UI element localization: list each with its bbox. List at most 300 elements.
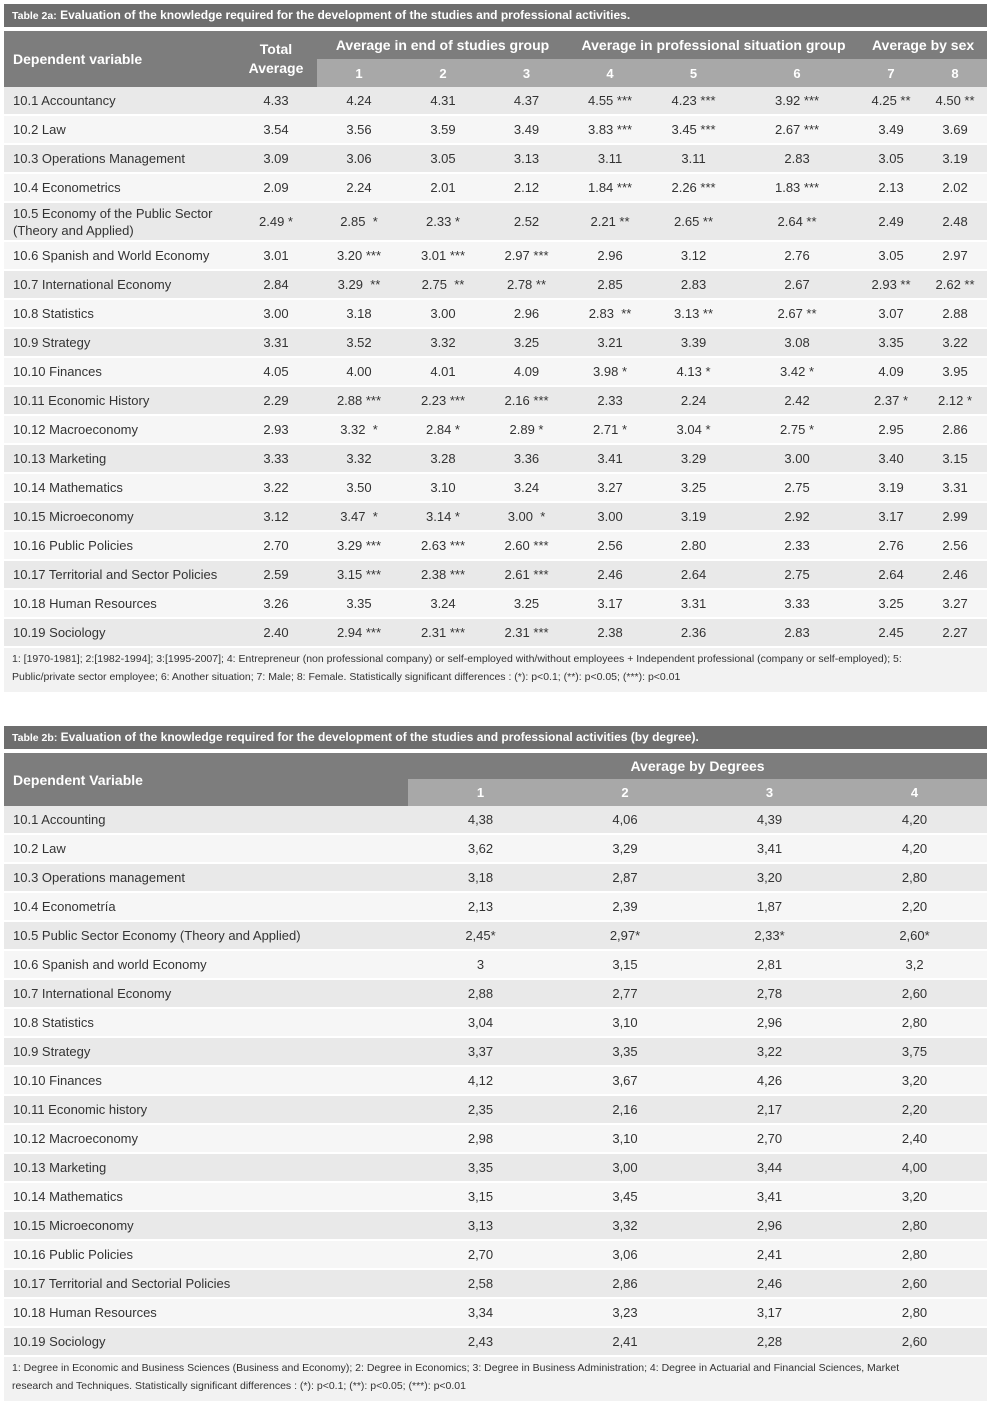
value-cell: 3,20 <box>697 864 842 893</box>
value-cell: 3.92 *** <box>735 87 859 116</box>
table-2b-caption-text: Evaluation of the knowledge required for the development of the studies and professional activities (by degree). <box>60 730 699 744</box>
value-cell: 2.76 <box>735 242 859 271</box>
value-cell: 2,77 <box>553 980 697 1009</box>
value-cell: 3.95 <box>923 358 987 387</box>
value-cell: 4,00 <box>842 1154 987 1183</box>
value-cell: 3.29 *** <box>317 532 401 561</box>
value-cell: 2.83 <box>652 271 735 300</box>
value-cell: 2.76 <box>859 532 923 561</box>
value-cell: 3.83 *** <box>568 116 652 145</box>
value-cell: 3 <box>408 951 553 980</box>
table-row <box>4 1125 987 1154</box>
total-average-cell: 2.93 <box>235 416 317 445</box>
column-header: 2 <box>401 59 485 87</box>
value-cell: 3.35 <box>317 590 401 619</box>
value-cell: 3.18 <box>317 300 401 329</box>
table-row <box>4 1241 987 1270</box>
table-row <box>4 619 987 648</box>
value-cell: 2.85 <box>568 271 652 300</box>
row-label: 10.16 Public Policies <box>4 532 235 561</box>
row-label: 10.2 Law <box>4 835 408 864</box>
value-cell: 3.42 * <box>735 358 859 387</box>
value-cell: 2,28 <box>697 1328 842 1357</box>
value-cell: 2,80 <box>842 864 987 893</box>
value-cell: 2.13 <box>859 174 923 203</box>
value-cell: 3,37 <box>408 1038 553 1067</box>
value-cell: 3,15 <box>408 1183 553 1212</box>
value-cell: 2,96 <box>697 1212 842 1241</box>
row-label: 10.6 Spanish and world Economy <box>4 951 408 980</box>
row-label: 10.18 Human Resources <box>4 1299 408 1328</box>
value-cell: 3.39 <box>652 329 735 358</box>
value-cell: 3.50 <box>317 474 401 503</box>
row-label: 10.7 International Economy <box>4 980 408 1009</box>
footnote-line: 1: Degree in Economic and Business Sciences (Business and Economy); 2: Degree in Economics; 3: Degree in Business Administration; 4: Degree in Actuarial and Financial Sciences, Market <box>12 1362 900 1374</box>
value-cell: 3.31 <box>652 590 735 619</box>
table-row <box>4 1212 987 1241</box>
row-label-line: 10.5 Economy of the Public Sector <box>13 205 213 221</box>
value-cell: 2.67 ** <box>735 300 859 329</box>
value-cell: 2.26 *** <box>652 174 735 203</box>
value-cell: 4.31 <box>401 87 485 116</box>
row-label: 10.13 Marketing <box>4 445 235 474</box>
value-cell: 3.00 <box>735 445 859 474</box>
table-row <box>4 1154 987 1183</box>
value-cell: 2.83 <box>735 619 859 648</box>
value-cell: 3,62 <box>408 835 553 864</box>
value-cell: 2,20 <box>842 1096 987 1125</box>
value-cell: 4,38 <box>408 806 553 835</box>
value-cell: 3.00 * <box>485 503 568 532</box>
row-label: 10.14 Mathematics <box>4 474 235 503</box>
row-label: 10.19 Sociology <box>4 619 235 648</box>
value-cell: 3,45 <box>553 1183 697 1212</box>
table-row <box>4 1067 987 1096</box>
value-cell: 2.31 *** <box>401 619 485 648</box>
sex-group-header: Average by sex <box>859 31 987 59</box>
row-label: 10.1 Accountancy <box>4 87 235 116</box>
value-cell: 2,70 <box>697 1125 842 1154</box>
row-label: 10.7 International Economy <box>4 271 235 300</box>
total-average-cell: 2.49 * <box>235 203 317 242</box>
value-cell: 2.23 *** <box>401 387 485 416</box>
value-cell: 3.05 <box>401 145 485 174</box>
value-cell: 2.12 <box>485 174 568 203</box>
total-average-cell: 2.59 <box>235 561 317 590</box>
total-average-cell: 3.00 <box>235 300 317 329</box>
value-cell: 3.36 <box>485 445 568 474</box>
total-average-cell: 3.54 <box>235 116 317 145</box>
value-cell: 2.78 ** <box>485 271 568 300</box>
value-cell: 2,81 <box>697 951 842 980</box>
value-cell: 3,35 <box>553 1038 697 1067</box>
value-cell: 2,60 <box>842 980 987 1009</box>
value-cell: 2,40 <box>842 1125 987 1154</box>
table-row <box>4 922 987 951</box>
value-cell: 2,96 <box>697 1009 842 1038</box>
row-label: 10.17 Territorial and Sector Policies <box>4 561 235 590</box>
value-cell: 2.38 <box>568 619 652 648</box>
table-row <box>4 387 987 416</box>
value-cell: 2.24 <box>317 174 401 203</box>
studies-group-header: Average in end of studies group <box>317 31 568 59</box>
value-cell: 2,33* <box>697 922 842 951</box>
value-cell: 3.32 * <box>317 416 401 445</box>
value-cell: 2.96 <box>485 300 568 329</box>
value-cell: 3.32 <box>317 445 401 474</box>
value-cell: 3,29 <box>553 835 697 864</box>
value-cell: 3.11 <box>568 145 652 174</box>
total-average-cell: 4.05 <box>235 358 317 387</box>
column-header: 2 <box>553 779 697 806</box>
table-row <box>4 561 987 590</box>
row-label: 10.13 Marketing <box>4 1154 408 1183</box>
table-2a-footnote <box>4 648 987 692</box>
table-2a <box>4 31 987 648</box>
value-cell: 3.29 ** <box>317 271 401 300</box>
total-average-cell: 2.29 <box>235 387 317 416</box>
table-row <box>4 445 987 474</box>
table-2b-caption-label: Table 2b: <box>12 732 58 744</box>
value-cell: 2.65 ** <box>652 203 735 242</box>
value-cell: 2.63 *** <box>401 532 485 561</box>
table-2a-caption <box>4 4 987 27</box>
value-cell: 3.15 *** <box>317 561 401 590</box>
value-cell: 3.19 <box>652 503 735 532</box>
value-cell: 2.12 * <box>923 387 987 416</box>
row-label: 10.17 Territorial and Sectorial Policies <box>4 1270 408 1299</box>
value-cell: 2.83 ** <box>568 300 652 329</box>
value-cell: 3.19 <box>859 474 923 503</box>
value-cell: 3,06 <box>553 1241 697 1270</box>
value-cell: 4.09 <box>485 358 568 387</box>
value-cell: 2.16 *** <box>485 387 568 416</box>
value-cell: 3.40 <box>859 445 923 474</box>
value-cell: 2.38 *** <box>401 561 485 590</box>
value-cell: 3.17 <box>568 590 652 619</box>
total-average-header <box>235 31 317 87</box>
row-label: 10.1 Accounting <box>4 806 408 835</box>
value-cell: 2,80 <box>842 1299 987 1328</box>
value-cell: 2,60 <box>842 1270 987 1299</box>
value-cell: 3.25 <box>859 590 923 619</box>
value-cell: 3,44 <box>697 1154 842 1183</box>
value-cell: 2.75 ** <box>401 271 485 300</box>
value-cell: 2,60* <box>842 922 987 951</box>
footnote-line: research and Techniques. Statistically significant differences : (*): p<0.1; (**): p<0.05; (***): p<0.01 <box>12 1380 466 1392</box>
value-cell: 4.13 * <box>652 358 735 387</box>
column-header: 5 <box>652 59 735 87</box>
value-cell: 2.83 <box>735 145 859 174</box>
total-average-cell: 2.70 <box>235 532 317 561</box>
value-cell: 2,45* <box>408 922 553 951</box>
value-cell: 2,58 <box>408 1270 553 1299</box>
value-cell: 3.20 *** <box>317 242 401 271</box>
value-cell: 3.69 <box>923 116 987 145</box>
value-cell: 2.64 <box>859 561 923 590</box>
total-average-cell: 3.12 <box>235 503 317 532</box>
table-row <box>4 1038 987 1067</box>
value-cell: 2,70 <box>408 1241 553 1270</box>
value-cell: 4.00 <box>317 358 401 387</box>
value-cell: 4,06 <box>553 806 697 835</box>
table-row <box>4 864 987 893</box>
value-cell: 4.09 <box>859 358 923 387</box>
value-cell: 3.28 <box>401 445 485 474</box>
value-cell: 2.27 <box>923 619 987 648</box>
row-label: 10.5 Public Sector Economy (Theory and Applied) <box>4 922 408 951</box>
value-cell: 4,39 <box>697 806 842 835</box>
column-header: 7 <box>859 59 923 87</box>
value-cell: 3,2 <box>842 951 987 980</box>
value-cell: 2.48 <box>923 203 987 242</box>
footnote-line: Public/private sector employee; 6: Another situation; 7: Male; 8: Female. Statistically significant differences : (*): p<0.1; (**): p<0.05; (***): p<0.01 <box>12 671 681 683</box>
table-2a-section <box>4 4 987 692</box>
column-header: 3 <box>485 59 568 87</box>
value-cell: 2,17 <box>697 1096 842 1125</box>
value-cell: 3,35 <box>408 1154 553 1183</box>
value-cell: 2.71 * <box>568 416 652 445</box>
value-cell: 2.21 ** <box>568 203 652 242</box>
value-cell: 2.33 * <box>401 203 485 242</box>
row-label: 10.14 Mathematics <box>4 1183 408 1212</box>
row-label: 10.10 Finances <box>4 1067 408 1096</box>
value-cell: 2.75 <box>735 474 859 503</box>
total-average-cell: 3.26 <box>235 590 317 619</box>
value-cell: 2.64 ** <box>735 203 859 242</box>
row-label: 10.8 Statistics <box>4 1009 408 1038</box>
row-label: 10.11 Economic history <box>4 1096 408 1125</box>
column-header: 3 <box>697 779 842 806</box>
row-label: 10.8 Statistics <box>4 300 235 329</box>
value-cell: 3.33 <box>735 590 859 619</box>
value-cell: 4,12 <box>408 1067 553 1096</box>
value-cell: 3.01 *** <box>401 242 485 271</box>
total-average-cell: 3.09 <box>235 145 317 174</box>
table-2b-section <box>4 726 987 1401</box>
table-row <box>4 203 987 242</box>
value-cell: 2,97* <box>553 922 697 951</box>
value-cell: 4.50 ** <box>923 87 987 116</box>
value-cell: 2.88 <box>923 300 987 329</box>
value-cell: 2.60 *** <box>485 532 568 561</box>
value-cell: 3.59 <box>401 116 485 145</box>
table-2a-caption-label: Table 2a: <box>12 10 57 22</box>
table-row <box>4 300 987 329</box>
value-cell: 2,46 <box>697 1270 842 1299</box>
value-cell: 2,98 <box>408 1125 553 1154</box>
row-label: 10.4 Econometrics <box>4 174 235 203</box>
value-cell: 2.95 <box>859 416 923 445</box>
value-cell: 3.13 <box>485 145 568 174</box>
value-cell: 2.93 ** <box>859 271 923 300</box>
value-cell: 3,04 <box>408 1009 553 1038</box>
value-cell: 2,35 <box>408 1096 553 1125</box>
value-cell: 2.84 * <box>401 416 485 445</box>
value-cell: 3.35 <box>859 329 923 358</box>
table-row <box>4 116 987 145</box>
table-row <box>4 893 987 922</box>
value-cell: 3,41 <box>697 1183 842 1212</box>
value-cell: 3,20 <box>842 1067 987 1096</box>
table-row <box>4 271 987 300</box>
value-cell: 3,41 <box>697 835 842 864</box>
value-cell: 3.04 * <box>652 416 735 445</box>
value-cell: 3.47 * <box>317 503 401 532</box>
value-cell: 2,16 <box>553 1096 697 1125</box>
value-cell: 3.11 <box>652 145 735 174</box>
value-cell: 2,13 <box>408 893 553 922</box>
value-cell: 4.37 <box>485 87 568 116</box>
value-cell: 3.32 <box>401 329 485 358</box>
value-cell: 3,10 <box>553 1125 697 1154</box>
row-label: 10.11 Economic History <box>4 387 235 416</box>
table-row <box>4 174 987 203</box>
value-cell: 2.37 * <box>859 387 923 416</box>
value-cell: 3.00 <box>568 503 652 532</box>
value-cell: 3.05 <box>859 145 923 174</box>
value-cell: 3.25 <box>652 474 735 503</box>
total-average-cell: 3.31 <box>235 329 317 358</box>
value-cell: 2.75 <box>735 561 859 590</box>
table-2a-caption-text: Evaluation of the knowledge required for the development of the studies and professional activities. <box>60 8 631 22</box>
degrees-group-header: Average by Degrees <box>408 753 987 779</box>
value-cell: 2.97 *** <box>485 242 568 271</box>
value-cell: 2,39 <box>553 893 697 922</box>
value-cell: 2.02 <box>923 174 987 203</box>
row-label: 10.19 Sociology <box>4 1328 408 1357</box>
value-cell: 2,60 <box>842 1328 987 1357</box>
value-cell: 2,86 <box>553 1270 697 1299</box>
value-cell: 2.64 <box>652 561 735 590</box>
value-cell: 3.19 <box>923 145 987 174</box>
value-cell: 3,18 <box>408 864 553 893</box>
value-cell: 3,15 <box>553 951 697 980</box>
value-cell: 3.24 <box>401 590 485 619</box>
row-label: 10.4 Econometría <box>4 893 408 922</box>
value-cell: 2.62 ** <box>923 271 987 300</box>
table-row <box>4 87 987 116</box>
column-header: 1 <box>317 59 401 87</box>
table-row <box>4 145 987 174</box>
value-cell: 4.23 *** <box>652 87 735 116</box>
value-cell: 2.33 <box>568 387 652 416</box>
table-2b <box>4 753 987 1357</box>
table-row <box>4 835 987 864</box>
table-row <box>4 1328 987 1357</box>
value-cell: 2.36 <box>652 619 735 648</box>
value-cell: 3.27 <box>923 590 987 619</box>
row-label: 10.16 Public Policies <box>4 1241 408 1270</box>
value-cell: 2,80 <box>842 1212 987 1241</box>
value-cell: 3,17 <box>697 1299 842 1328</box>
value-cell: 2.33 <box>735 532 859 561</box>
value-cell: 2.46 <box>923 561 987 590</box>
row-label: 10.18 Human Resources <box>4 590 235 619</box>
value-cell: 3.49 <box>485 116 568 145</box>
value-cell: 2,20 <box>842 893 987 922</box>
value-cell: 2.49 <box>859 203 923 242</box>
value-cell: 2.92 <box>735 503 859 532</box>
value-cell: 4.55 *** <box>568 87 652 116</box>
table-row <box>4 503 987 532</box>
value-cell: 3,67 <box>553 1067 697 1096</box>
value-cell: 3.15 <box>923 445 987 474</box>
value-cell: 2.61 *** <box>485 561 568 590</box>
value-cell: 2.80 <box>652 532 735 561</box>
value-cell: 3.31 <box>923 474 987 503</box>
table-2b-footnote <box>4 1357 987 1401</box>
value-cell: 3.14 * <box>401 503 485 532</box>
table-row <box>4 806 987 835</box>
table-row <box>4 329 987 358</box>
value-cell: 2.24 <box>652 387 735 416</box>
value-cell: 2.67 *** <box>735 116 859 145</box>
value-cell: 2,87 <box>553 864 697 893</box>
table-row <box>4 590 987 619</box>
value-cell: 2.94 *** <box>317 619 401 648</box>
row-label: 10.15 Microeconomy <box>4 503 235 532</box>
value-cell: 3,00 <box>553 1154 697 1183</box>
table-row <box>4 1270 987 1299</box>
value-cell: 4,26 <box>697 1067 842 1096</box>
table-row <box>4 951 987 980</box>
value-cell: 3.45 *** <box>652 116 735 145</box>
table-row <box>4 532 987 561</box>
value-cell: 1,87 <box>697 893 842 922</box>
value-cell: 3.25 <box>485 329 568 358</box>
value-cell: 2.67 <box>735 271 859 300</box>
value-cell: 1.83 *** <box>735 174 859 203</box>
total-average-cell: 2.40 <box>235 619 317 648</box>
value-cell: 3,20 <box>842 1183 987 1212</box>
value-cell: 2,78 <box>697 980 842 1009</box>
value-cell: 3,34 <box>408 1299 553 1328</box>
value-cell: 3.22 <box>923 329 987 358</box>
table-row <box>4 474 987 503</box>
value-cell: 3,13 <box>408 1212 553 1241</box>
row-label: 10.6 Spanish and World Economy <box>4 242 235 271</box>
value-cell: 3.49 <box>859 116 923 145</box>
total-header-line1: Total <box>259 41 293 57</box>
row-label: 10.3 Operations Management <box>4 145 235 174</box>
value-cell: 2,41 <box>553 1328 697 1357</box>
professional-group-header: Average in professional situation group <box>568 31 859 59</box>
row-label: 10.12 Macroeconomy <box>4 1125 408 1154</box>
column-header: 4 <box>842 779 987 806</box>
value-cell: 2.96 <box>568 242 652 271</box>
value-cell: 2.31 *** <box>485 619 568 648</box>
table-row <box>4 1009 987 1038</box>
table-row <box>4 1183 987 1212</box>
dependent-variable-header: Dependent Variable <box>4 753 408 806</box>
value-cell: 3.05 <box>859 242 923 271</box>
total-average-cell: 4.33 <box>235 87 317 116</box>
value-cell: 3.17 <box>859 503 923 532</box>
value-cell: 2,80 <box>842 1241 987 1270</box>
value-cell: 3.07 <box>859 300 923 329</box>
value-cell: 4.01 <box>401 358 485 387</box>
value-cell: 3.24 <box>485 474 568 503</box>
value-cell: 2,41 <box>697 1241 842 1270</box>
total-average-cell: 2.09 <box>235 174 317 203</box>
value-cell: 3.10 <box>401 474 485 503</box>
value-cell: 3,75 <box>842 1038 987 1067</box>
row-label: 10.15 Microeconomy <box>4 1212 408 1241</box>
row-label: 10.9 Strategy <box>4 329 235 358</box>
value-cell: 2.45 <box>859 619 923 648</box>
table-row <box>4 358 987 387</box>
